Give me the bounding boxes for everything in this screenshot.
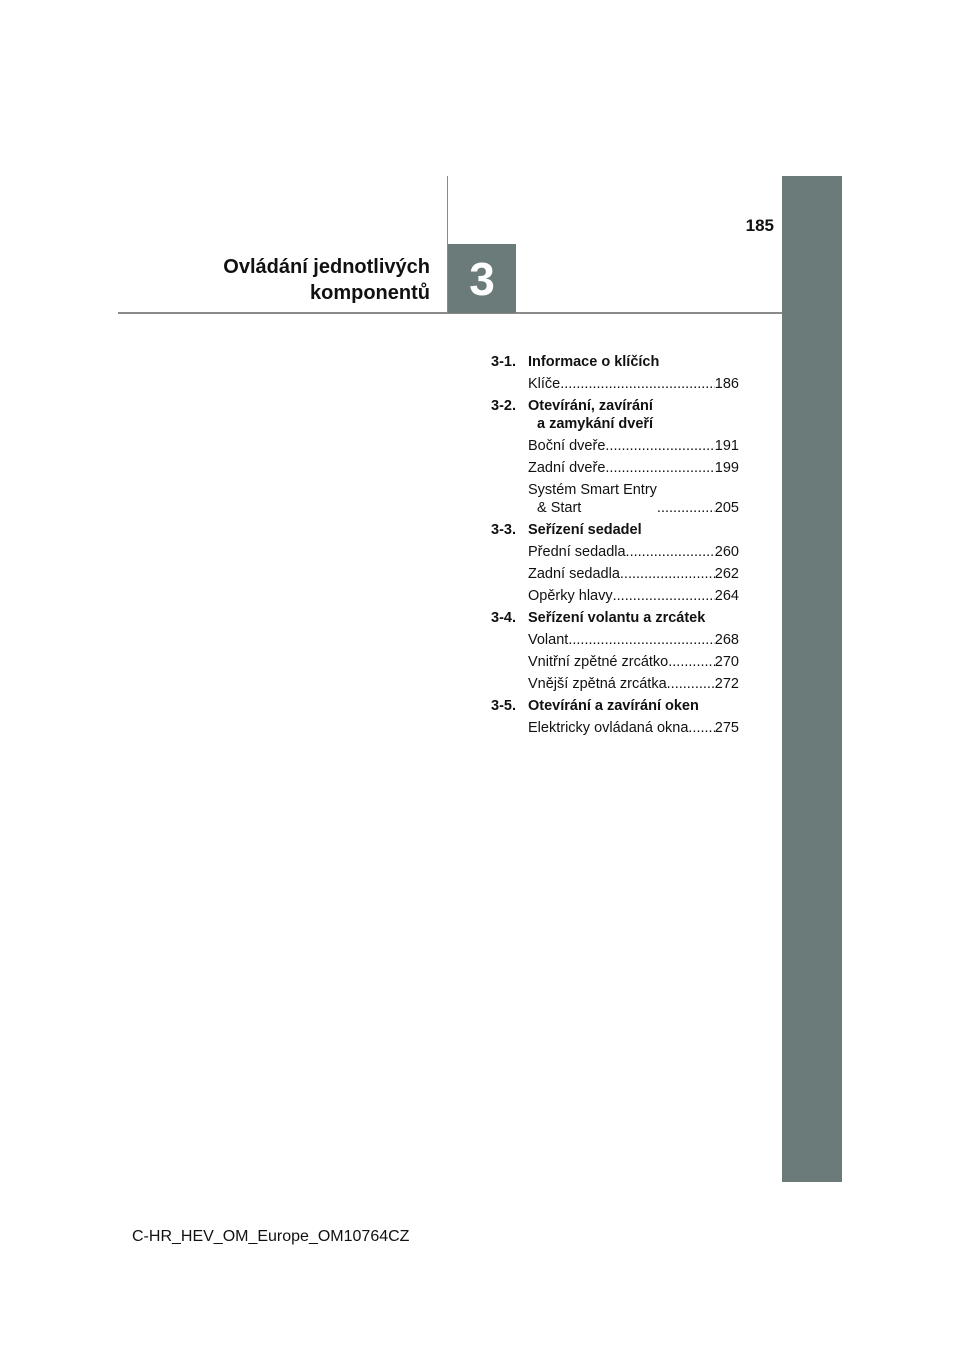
toc-entry[interactable] bbox=[491, 631, 739, 649]
section-title: Informace o klíčích bbox=[528, 354, 660, 370]
toc-section-heading[interactable] bbox=[491, 609, 739, 627]
entry-label: Elektricky ovládaná okna bbox=[528, 720, 689, 736]
section-number: 3-4. bbox=[491, 610, 516, 626]
chapter-number-badge: 3 bbox=[448, 244, 516, 313]
section-title: Otevírání a zavírání oken bbox=[528, 698, 699, 714]
entry-label: Opěrky hlavy bbox=[528, 588, 613, 604]
dot-leader bbox=[688, 719, 714, 737]
toc-entry[interactable] bbox=[491, 543, 739, 561]
dot-leader bbox=[620, 565, 715, 583]
toc-section bbox=[491, 609, 739, 693]
entry-label: Systém Smart Entry & Start bbox=[528, 482, 657, 516]
toc-section bbox=[491, 521, 739, 605]
toc-entry[interactable] bbox=[491, 459, 739, 477]
section-title: Seřízení volantu a zrcátek bbox=[528, 610, 706, 626]
toc-entry[interactable] bbox=[491, 437, 739, 455]
toc-entry[interactable] bbox=[491, 719, 739, 737]
toc-section bbox=[491, 397, 739, 517]
entry-page: 264 bbox=[714, 588, 739, 604]
section-title: Otevírání, zavírání a zamykání dveří bbox=[528, 398, 654, 432]
dot-leader bbox=[668, 653, 715, 671]
dot-leader bbox=[613, 587, 715, 605]
entry-page: 270 bbox=[714, 654, 739, 670]
entry-page: 205 bbox=[714, 500, 739, 516]
section-title: Seřízení sedadel bbox=[528, 522, 642, 538]
toc-entry[interactable] bbox=[491, 653, 739, 671]
entry-page: 199 bbox=[714, 460, 739, 476]
entry-label: Boční dveře bbox=[528, 438, 606, 454]
entry-page: 262 bbox=[714, 566, 739, 582]
entry-label: Zadní sedadla bbox=[528, 566, 620, 582]
dot-leader bbox=[657, 499, 715, 517]
dot-leader bbox=[626, 543, 715, 561]
section-number: 3-2. bbox=[491, 398, 516, 414]
dot-leader bbox=[568, 631, 714, 649]
toc-entry[interactable] bbox=[491, 675, 739, 693]
toc-section-heading[interactable] bbox=[491, 521, 739, 539]
table-of-contents bbox=[491, 353, 739, 741]
entry-label: Klíče bbox=[528, 376, 561, 392]
dot-leader bbox=[560, 375, 715, 393]
dot-leader bbox=[605, 437, 714, 455]
entry-page: 275 bbox=[714, 720, 739, 736]
dot-leader bbox=[605, 459, 714, 477]
entry-label: Přední sedadla bbox=[528, 544, 626, 560]
section-number: 3-3. bbox=[491, 522, 516, 538]
toc-section-heading[interactable] bbox=[491, 353, 739, 371]
section-number: 3-1. bbox=[491, 354, 516, 370]
toc-section-heading[interactable] bbox=[491, 397, 739, 433]
toc-entry[interactable] bbox=[491, 565, 739, 583]
chapter-title bbox=[160, 254, 430, 306]
chapter-title-line-1: Ovládání jednotlivých bbox=[223, 256, 430, 278]
chapter-title-line-2: komponentů bbox=[310, 282, 430, 304]
dot-leader bbox=[667, 675, 715, 693]
entry-page: 186 bbox=[714, 376, 739, 392]
entry-label: Vnitřní zpětné zrcátko bbox=[528, 654, 669, 670]
entry-label: Volant bbox=[528, 632, 569, 648]
toc-section bbox=[491, 353, 739, 393]
entry-page: 268 bbox=[714, 632, 739, 648]
entry-page: 191 bbox=[714, 438, 739, 454]
entry-label: Vnější zpětná zrcátka bbox=[528, 676, 667, 692]
document-footer-code: C-HR_HEV_OM_Europe_OM10764CZ bbox=[132, 1228, 410, 1245]
page-number: 185 bbox=[745, 216, 774, 235]
toc-entry[interactable] bbox=[491, 375, 739, 393]
toc-entry[interactable] bbox=[491, 587, 739, 605]
chapter-side-tab bbox=[782, 176, 842, 1182]
toc-section bbox=[491, 697, 739, 737]
toc-section-heading[interactable] bbox=[491, 697, 739, 715]
entry-page: 260 bbox=[714, 544, 739, 560]
entry-page: 272 bbox=[714, 676, 739, 692]
entry-label: Zadní dveře bbox=[528, 460, 606, 476]
toc-entry[interactable] bbox=[491, 481, 739, 517]
section-number: 3-5. bbox=[491, 698, 516, 714]
